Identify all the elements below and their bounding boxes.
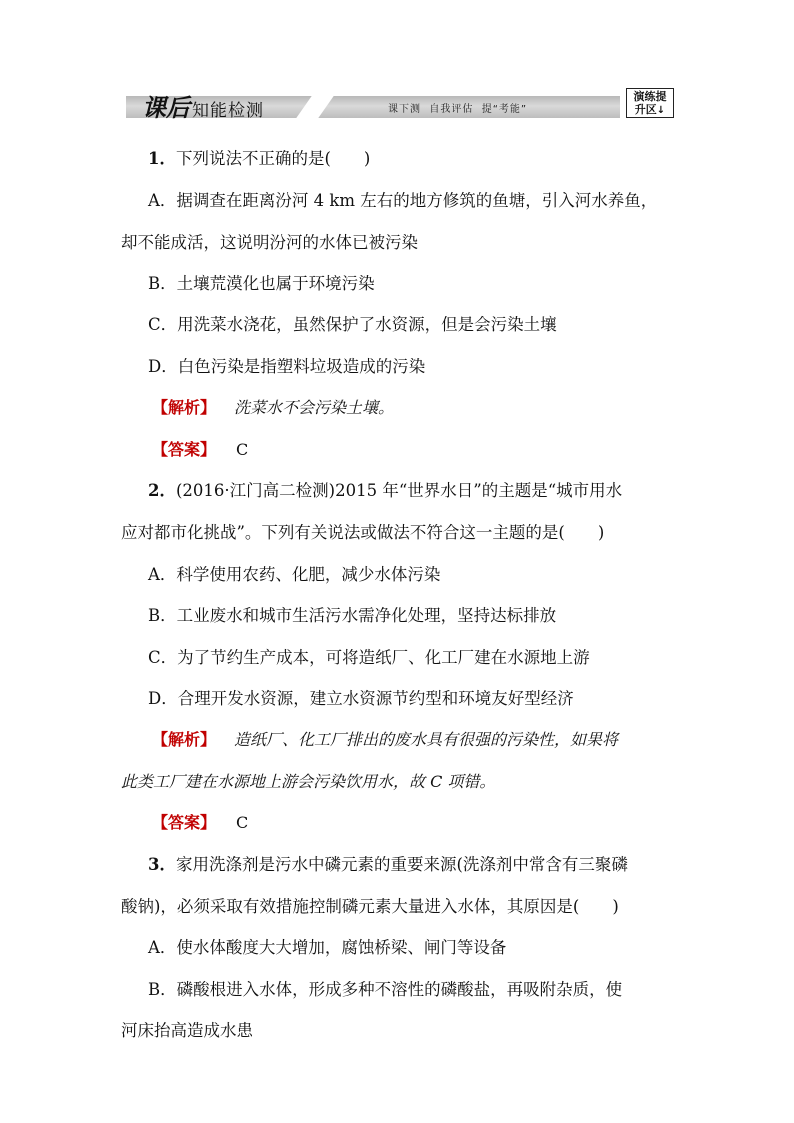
practice-zone-button[interactable] [626,88,674,118]
practice-zone-label-1: 演练提 [633,90,667,103]
q2-answer-tag: 【答案】 [152,813,217,832]
practice-zone-label-2: 升区 [634,103,657,116]
q2-analysis-line2 [121,771,495,793]
q1-option-a-line1: A．据调查在距离汾河 4 km 左右的地方修筑的鱼塘，引入河水养鱼， [148,191,658,210]
q1-answer-tag: 【答案】 [152,440,217,459]
q3-number: 3． [148,855,176,874]
q2-analysis-text: 造纸厂、化工厂排出的废水具有很强的污染性，如果将 [234,730,619,749]
section-banner [126,88,676,120]
q3-stem-line1 [148,854,628,876]
q1-analysis-text: 洗菜水不会污染土壤。 [234,398,395,417]
q1-analysis [152,397,394,419]
q3-option-a: A．使水体酸度大大增加，腐蚀桥梁、闸门等设备 [148,938,507,957]
q2-answer [152,812,248,834]
q2-number: 2． [148,481,176,500]
q1-answer-value: C [236,440,249,459]
q3-option-b-line1: B．磷酸根进入水体，形成多种不溶性的磷酸盐，再吸附杂质，使 [148,980,623,999]
q2-analysis-tag: 【解析】 [152,730,217,749]
banner-subtitle: 课下测 自我评估 提“考能” [388,104,528,115]
q2-analysis-line1 [152,729,618,751]
banner-title-small: 知能检测 [192,101,264,121]
q2-stem-line1 [148,480,622,502]
q2-option-d: D．合理开发水资源，建立水资源节约型和环境友好型经济 [148,689,574,708]
q1-option-c: C．用洗菜水浇花，虽然保护了水资源，但是会污染土壤 [148,315,557,334]
q3-stem-text: 家用洗涤剂是污水中磷元素的重要来源(洗涤剂中常含有三聚磷 [175,855,628,874]
q2-option-a: A．科学使用农药、化肥，减少水体污染 [148,565,441,584]
q2-option-c: C．为了节约生产成本，可将造纸厂、化工厂建在水源地上游 [148,648,590,667]
arrow-down-icon: ↓ [656,105,666,116]
q1-answer [152,439,248,461]
q1-option-a-line2: 却不能成活，这说明汾河的水体已被污染 [121,233,418,252]
q1-stem [148,148,370,170]
q1-analysis-tag: 【解析】 [152,398,217,417]
q2-answer-value: C [236,813,249,832]
banner-title-big: 课后 [142,93,190,122]
q2-analysis-text-2: 此类工厂建在水源地上游会污染饮用水，故 C 项错。 [121,772,496,791]
q2-option-b: B．工业废水和城市生活污水需净化处理，坚持达标排放 [148,606,557,625]
q2-stem-text: (2016·江门高二检测)2015 年“世界水日”的主题是“城市用水 [175,481,623,500]
q3-stem-line2: 酸钠)，必须采取有效措施控制磷元素大量进入水体，其原因是( ) [121,897,619,916]
q2-stem-line2: 应对都市化挑战”。下列有关说法或做法不符合这一主题的是( ) [121,523,605,542]
banner-title [142,88,264,122]
q1-stem-text: 下列说法不正确的是( ) [175,149,371,168]
q1-option-b: B．土壤荒漠化也属于环境污染 [148,274,375,293]
q1-number: 1． [148,149,176,168]
q3-option-b-line2: 河床抬高造成水患 [121,1021,253,1040]
q1-option-d: D．白色污染是指塑料垃圾造成的污染 [148,357,426,376]
